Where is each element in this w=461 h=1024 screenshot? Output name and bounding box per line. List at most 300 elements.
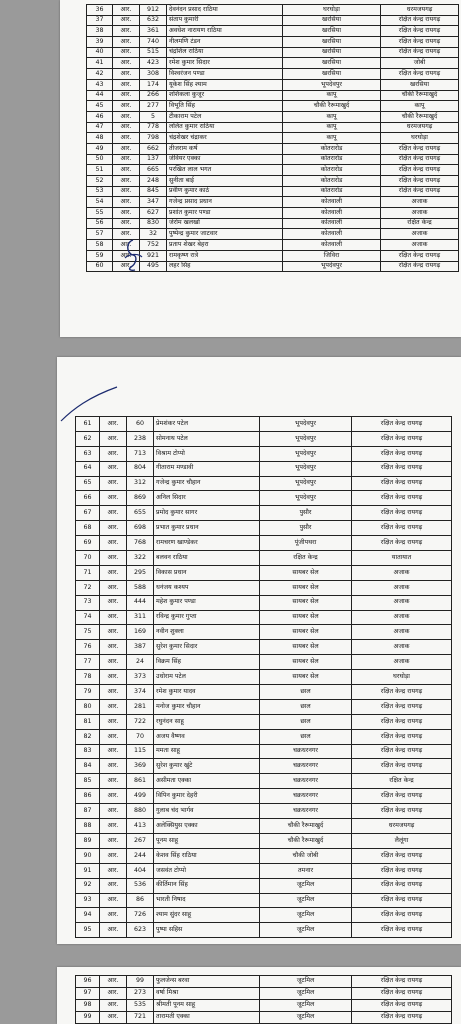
cell-num: 662 (140, 143, 167, 154)
cell-num: 244 (127, 848, 154, 863)
transfer-table-body (76, 976, 452, 1024)
cell-posted: चक्रधरनगर (260, 759, 352, 774)
cell-num: 726 (127, 908, 154, 923)
cell-posted: चक्रधरनगर (260, 804, 352, 819)
cell-num: 281 (127, 699, 154, 714)
cell-type: आर. (100, 685, 127, 700)
cell-sno: 47 (87, 122, 113, 133)
cell-sno: 39 (87, 37, 113, 48)
cell-type: आर. (100, 819, 127, 834)
cell-sno: 87 (76, 804, 100, 819)
cell-name: लहर सिंह (167, 261, 283, 272)
cell-attached: अजाक (352, 565, 452, 580)
cell-name: सुरेश कुमार सिदार (154, 640, 260, 655)
cell-posted: जूटमिल (260, 976, 352, 988)
cell-num: 295 (127, 565, 154, 580)
cell-name: श्रीमती पूनम साहू (154, 1000, 260, 1012)
document-page-2 (57, 357, 461, 944)
table-row (76, 774, 452, 789)
cell-sno: 83 (76, 744, 100, 759)
cell-attached: रक्षित केन्द्र रायगढ़ (352, 863, 452, 878)
cell-sno: 94 (76, 908, 100, 923)
cell-posted: कोतरारोड (283, 186, 381, 197)
cell-type: आर. (100, 774, 127, 789)
cell-num: 632 (140, 15, 167, 26)
cell-name: उधोराम पटेल (154, 670, 260, 685)
cell-type: आर. (100, 536, 127, 551)
table-row (76, 1000, 452, 1012)
cell-attached: यातायात (352, 551, 452, 566)
table-row (76, 461, 452, 476)
cell-attached: रक्षित केन्द्र रायगढ़ (381, 15, 459, 26)
table-row (76, 744, 452, 759)
cell-posted: सायबर सेल (260, 625, 352, 640)
cell-attached: रक्षित केन्द्र रायगढ़ (352, 446, 452, 461)
cell-name: धनंजय कश्यप (154, 580, 260, 595)
table-row (76, 446, 452, 461)
cell-type: आर. (113, 90, 140, 101)
table-row (87, 15, 459, 26)
cell-sno: 45 (87, 101, 113, 112)
table-row (87, 90, 459, 101)
cell-posted: कोतरारोड (283, 176, 381, 187)
cell-posted: जूटमिल (260, 1000, 352, 1012)
cell-type: आर. (113, 133, 140, 144)
cell-type: आर. (100, 551, 127, 566)
cell-type: आर. (113, 240, 140, 251)
cell-posted: तमनार (260, 863, 352, 878)
cell-name: पुष्पा सहिस (154, 923, 260, 938)
cell-attached: लैलूंगा (352, 833, 452, 848)
cell-sno: 85 (76, 774, 100, 789)
cell-type: आर. (113, 79, 140, 90)
cell-sno: 67 (76, 506, 100, 521)
cell-num: 373 (127, 670, 154, 685)
table-row (76, 729, 452, 744)
cell-posted: सायबर सेल (260, 595, 352, 610)
cell-num: 311 (127, 610, 154, 625)
cell-sno: 89 (76, 833, 100, 848)
cell-type: आर. (113, 250, 140, 261)
cell-attached: रक्षित केन्द्र रायगढ़ (381, 165, 459, 176)
cell-attached: खरसिया (381, 79, 459, 90)
cell-sno: 73 (76, 595, 100, 610)
table-row (76, 431, 452, 446)
cell-posted: भूपदेवपुर (283, 79, 381, 90)
cell-num: 722 (127, 714, 154, 729)
cell-num: 536 (127, 878, 154, 893)
table-row (87, 101, 459, 112)
cell-type: आर. (113, 176, 140, 187)
cell-num: 347 (140, 197, 167, 208)
cell-attached: चौकी रैरूमाखुर्द (381, 90, 459, 101)
cell-attached: रक्षित केन्द्र रायगढ़ (352, 804, 452, 819)
cell-type: आर. (113, 186, 140, 197)
table-row (76, 506, 452, 521)
cell-posted: सायबर सेल (260, 565, 352, 580)
cell-posted: जूटमिल (260, 923, 352, 938)
cell-name: जसवंत टोप्पो (154, 863, 260, 878)
cell-posted: भूपदेवपुर (260, 461, 352, 476)
cell-num: 588 (127, 580, 154, 595)
table-row (87, 176, 459, 187)
cell-sno: 75 (76, 625, 100, 640)
table-row (87, 133, 459, 144)
transfer-table-body (87, 5, 459, 272)
cell-attached: रक्षित केन्द्र (381, 218, 459, 229)
cell-posted: खरसिया (283, 47, 381, 58)
cell-type: आर. (100, 908, 127, 923)
cell-type: आर. (113, 197, 140, 208)
cell-name: तीजराम कर्ष (167, 143, 283, 154)
table-row (76, 923, 452, 938)
cell-num: 880 (127, 804, 154, 819)
cell-name: विभूति सिंह (167, 101, 283, 112)
cell-num: 495 (140, 261, 167, 272)
cell-type: आर. (113, 143, 140, 154)
cell-type: आर. (100, 744, 127, 759)
cell-name: नीलमणि टंडन (167, 37, 283, 48)
cell-attached: रक्षित केन्द्र रायगढ़ (352, 976, 452, 988)
cell-sno: 37 (87, 15, 113, 26)
cell-num: 238 (127, 431, 154, 446)
cell-sno: 81 (76, 714, 100, 729)
cell-name: जेरोम खलखो (167, 218, 283, 229)
cell-attached: रक्षित केन्द्र रायगढ़ (381, 176, 459, 187)
cell-posted: भूपदेवपुर (260, 417, 352, 432)
cell-num: 174 (140, 79, 167, 90)
table-row (87, 79, 459, 90)
cell-attached: रक्षित केन्द्र रायगढ़ (352, 431, 452, 446)
cell-attached: रक्षित केन्द्र रायगढ़ (352, 714, 452, 729)
cell-attached: अजाक (381, 229, 459, 240)
cell-sno: 69 (76, 536, 100, 551)
cell-num: 277 (140, 101, 167, 112)
cell-num: 740 (140, 37, 167, 48)
cell-sno: 93 (76, 893, 100, 908)
cell-name: गजेन्द्र प्रसाद प्रधान (167, 197, 283, 208)
cell-num: 869 (127, 491, 154, 506)
cell-name: रविन्द्र कुमार गुप्ता (154, 610, 260, 625)
cell-type: आर. (100, 1012, 127, 1024)
cell-attached: धरमजयगढ़ (352, 819, 452, 834)
cell-attached: रक्षित केन्द्र रायगढ़ (352, 893, 452, 908)
cell-num: 387 (127, 640, 154, 655)
cell-attached: जोबी (381, 58, 459, 69)
cell-name: गीताराम मण्डावी (154, 461, 260, 476)
cell-posted: छाल (260, 729, 352, 744)
cell-num: 267 (127, 833, 154, 848)
cell-name: सुनीता बाई (167, 176, 283, 187)
cell-attached: रक्षित केन्द्र रायगढ़ (352, 476, 452, 491)
cell-type: आर. (113, 154, 140, 165)
cell-type: आर. (100, 923, 127, 938)
cell-posted: जूटमिल (260, 878, 352, 893)
cell-num: 115 (127, 744, 154, 759)
table-row (76, 551, 452, 566)
table-row (76, 988, 452, 1000)
cell-name: वर्षा मिश्रा (154, 988, 260, 1000)
cell-attached: रक्षित केन्द्र रायगढ़ (381, 26, 459, 37)
table-row (87, 122, 459, 133)
cell-posted: चक्रधरनगर (260, 774, 352, 789)
cell-attached: धरमजयगढ़ (381, 5, 459, 16)
cell-type: आर. (113, 165, 140, 176)
cell-num: 312 (127, 476, 154, 491)
cell-attached: रक्षित केन्द्र रायगढ़ (352, 461, 452, 476)
cell-type: आर. (100, 640, 127, 655)
cell-posted: कोतवाली (283, 229, 381, 240)
cell-num: 845 (140, 186, 167, 197)
table-row (87, 69, 459, 80)
cell-attached: घरघोड़ा (352, 670, 452, 685)
cell-num: 912 (140, 5, 167, 16)
cell-type: आर. (113, 37, 140, 48)
cell-posted: कोतवाली (283, 208, 381, 219)
cell-type: आर. (100, 988, 127, 1000)
cell-posted: सायबर सेल (260, 580, 352, 595)
cell-num: 99 (127, 976, 154, 988)
cell-type: आर. (113, 69, 140, 80)
cell-name: टीकाराम पटेल (167, 111, 283, 122)
cell-posted: जिविरा (283, 250, 381, 261)
cell-name: सुरेश कुमार खुंटे (154, 759, 260, 774)
cell-attached: अजाक (352, 640, 452, 655)
cell-sno: 49 (87, 143, 113, 154)
cell-type: आर. (100, 580, 127, 595)
cell-attached: अजाक (381, 240, 459, 251)
cell-type: आर. (100, 655, 127, 670)
table-row (87, 218, 459, 229)
cell-name: अवधेश नारायण राठिया (167, 26, 283, 37)
table-row (76, 491, 452, 506)
cell-num: 655 (127, 506, 154, 521)
cell-posted: कापू (283, 90, 381, 101)
cell-type: आर. (100, 670, 127, 685)
cell-sno: 56 (87, 218, 113, 229)
table-row (76, 893, 452, 908)
cell-posted: कोतरारोड (283, 165, 381, 176)
cell-type: आर. (100, 893, 127, 908)
cell-posted: खरसिया (283, 37, 381, 48)
cell-type: आर. (100, 610, 127, 625)
table-row (76, 625, 452, 640)
cell-attached: धरमजयगढ़ (381, 122, 459, 133)
cell-num: 778 (140, 122, 167, 133)
cell-attached: रक्षित केन्द्र रायगढ़ (352, 1012, 452, 1024)
cell-name: भारती निषाद (154, 893, 260, 908)
cell-sno: 40 (87, 47, 113, 58)
table-row (87, 154, 459, 165)
cell-num: 169 (127, 625, 154, 640)
cell-posted: कोतरारोड (283, 154, 381, 165)
cell-type: आर. (100, 833, 127, 848)
cell-sno: 50 (87, 154, 113, 165)
cell-sno: 74 (76, 610, 100, 625)
cell-attached: रक्षित केन्द्र रायगढ़ (352, 759, 452, 774)
cell-name: प्रताप शेखर बेहरा (167, 240, 283, 251)
cell-name: शशिकला कुजूर (167, 90, 283, 101)
cell-type: आर. (100, 804, 127, 819)
table-row (76, 976, 452, 988)
cell-num: 515 (140, 47, 167, 58)
cell-attached: रक्षित केन्द्र रायगढ़ (352, 417, 452, 432)
handwritten-mark (59, 385, 119, 425)
cell-name: अलेक्सियुस एक्का (154, 819, 260, 834)
cell-num: 369 (127, 759, 154, 774)
cell-type: आर. (100, 729, 127, 744)
cell-posted: खरसिया (283, 69, 381, 80)
cell-attached: चौकी रैरूमाखुर्द (381, 111, 459, 122)
cell-num: 308 (140, 69, 167, 80)
cell-posted: छाल (260, 699, 352, 714)
cell-attached: रक्षित केन्द्र रायगढ़ (381, 261, 459, 272)
cell-type: आर. (100, 476, 127, 491)
cell-attached: रक्षित केन्द्र रायगढ़ (352, 699, 452, 714)
cell-type: आर. (100, 789, 127, 804)
cell-num: 86 (127, 893, 154, 908)
cell-attached: रक्षित केन्द्र रायगढ़ (381, 143, 459, 154)
cell-sno: 38 (87, 26, 113, 37)
cell-posted: कापू (283, 133, 381, 144)
document-page-1 (60, 0, 461, 337)
cell-sno: 53 (87, 186, 113, 197)
cell-num: 404 (127, 863, 154, 878)
cell-attached: अजाक (381, 197, 459, 208)
cell-sno: 92 (76, 878, 100, 893)
cell-name: मनोज कुमार चौहान (154, 699, 260, 714)
cell-name: तारामती एक्का (154, 1012, 260, 1024)
cell-num: 322 (127, 551, 154, 566)
table-row (87, 143, 459, 154)
cell-sno: 99 (76, 1012, 100, 1024)
cell-attached: रक्षित केन्द्र रायगढ़ (352, 789, 452, 804)
cell-posted: भूपदेवपुर (260, 431, 352, 446)
cell-posted: सायबर सेल (260, 670, 352, 685)
cell-attached: रक्षित केन्द्र रायगढ़ (352, 744, 452, 759)
table-row (76, 655, 452, 670)
cell-name: संताप कुमारी (167, 15, 283, 26)
cell-posted: कोतवाली (283, 240, 381, 251)
table-row (76, 819, 452, 834)
cell-name: प्रवीण कुमार काठे (167, 186, 283, 197)
cell-num: 70 (127, 729, 154, 744)
cell-sno: 72 (76, 580, 100, 595)
cell-posted: चौकी रैरूमाखुर्द (283, 101, 381, 112)
cell-sno: 54 (87, 197, 113, 208)
cell-sno: 86 (76, 789, 100, 804)
cell-sno: 78 (76, 670, 100, 685)
cell-type: आर. (100, 491, 127, 506)
cell-attached: रक्षित केन्द्र रायगढ़ (352, 506, 452, 521)
cell-posted: खरसिया (283, 58, 381, 69)
cell-posted: सायबर सेल (260, 640, 352, 655)
cell-posted: रक्षित केन्द्र (260, 551, 352, 566)
cell-attached: अजाक (352, 625, 452, 640)
cell-name: प्रेमशंकर पटेल (154, 417, 260, 432)
cell-posted: भूपदेवपुर (260, 476, 352, 491)
cell-posted: कोतवाली (283, 218, 381, 229)
cell-num: 137 (140, 154, 167, 165)
cell-name: पुष्पेन्द्र कुमार जाटवार (167, 229, 283, 240)
cell-attached: घरघोड़ा (381, 133, 459, 144)
table-row (87, 58, 459, 69)
cell-name: परखित लाल भगत (167, 165, 283, 176)
cell-num: 830 (140, 218, 167, 229)
cell-name: रामकृष्ण रात्रे (167, 250, 283, 261)
cell-name: गुलाब चंद भार्गव (154, 804, 260, 819)
cell-name: विश्राम टोप्पो (154, 446, 260, 461)
cell-type: आर. (113, 5, 140, 16)
cell-sno: 77 (76, 655, 100, 670)
cell-posted: जूटमिल (260, 893, 352, 908)
cell-num: 798 (140, 133, 167, 144)
cell-attached: रक्षित केन्द्र रायगढ़ (381, 37, 459, 48)
table-row (76, 833, 452, 848)
cell-attached: अजाक (352, 595, 452, 610)
table-row (76, 699, 452, 714)
cell-num: 413 (127, 819, 154, 834)
transfer-table (86, 4, 459, 272)
cell-type: आर. (113, 229, 140, 240)
cell-type: आर. (100, 625, 127, 640)
cell-sno: 79 (76, 685, 100, 700)
cell-attached: रक्षित केन्द्र रायगढ़ (352, 908, 452, 923)
document-page-3 (57, 967, 461, 1024)
cell-name: ममता साहू (154, 744, 260, 759)
cell-sno: 41 (87, 58, 113, 69)
cell-sno: 98 (76, 1000, 100, 1012)
cell-num: 5 (140, 111, 167, 122)
cell-num: 665 (140, 165, 167, 176)
cell-sno: 55 (87, 208, 113, 219)
cell-attached: रक्षित केन्द्र रायगढ़ (381, 47, 459, 58)
table-row (76, 685, 452, 700)
cell-name: जेवियर एक्का (167, 154, 283, 165)
cell-attached: अजाक (352, 610, 452, 625)
cell-posted: कापू (283, 122, 381, 133)
cell-type: आर. (100, 461, 127, 476)
cell-num: 374 (127, 685, 154, 700)
cell-type: आर. (100, 1000, 127, 1012)
table-row (76, 417, 452, 432)
cell-posted: पूंजीपथरा (260, 536, 352, 551)
cell-num: 627 (140, 208, 167, 219)
cell-posted: चक्रधरनगर (260, 789, 352, 804)
cell-type: आर. (113, 58, 140, 69)
cell-num: 698 (127, 521, 154, 536)
cell-type: आर. (113, 47, 140, 58)
cell-num: 499 (127, 789, 154, 804)
cell-num: 32 (140, 229, 167, 240)
cell-sno: 76 (76, 640, 100, 655)
cell-sno: 42 (87, 69, 113, 80)
cell-num: 921 (140, 250, 167, 261)
cell-sno: 63 (76, 446, 100, 461)
cell-num: 423 (140, 58, 167, 69)
table-row (76, 565, 452, 580)
cell-posted: घरघोड़ा (283, 5, 381, 16)
table-row (87, 26, 459, 37)
cell-posted: जूटमिल (260, 908, 352, 923)
cell-posted: छाल (260, 685, 352, 700)
cell-sno: 48 (87, 133, 113, 144)
table-row (76, 595, 452, 610)
cell-sno: 36 (87, 5, 113, 16)
cell-name: केशव सिंह राठिया (154, 848, 260, 863)
table-row (87, 186, 459, 197)
cell-num: 768 (127, 536, 154, 551)
